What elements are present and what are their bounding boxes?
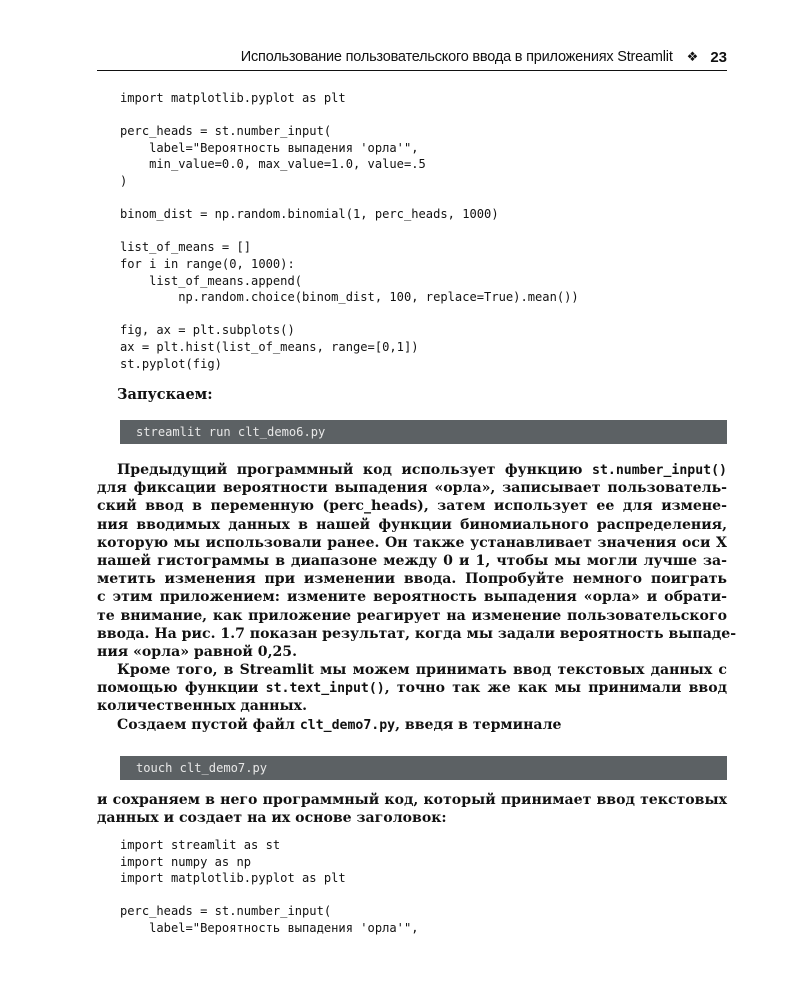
text-line: нашей гистограммы в диапазоне между 0 и 1, чтобы мы могли лучше за- <box>97 552 727 569</box>
code-line <box>120 306 579 323</box>
inline-code: st.text_input() <box>265 681 385 697</box>
inline-code: st.number_input() <box>592 463 727 478</box>
text-fragment: помощью функции <box>97 680 266 697</box>
terminal-command-1: streamlit run clt_demo6.py <box>120 420 727 444</box>
text-fragment: , точно так же как мы принимали ввод <box>384 680 727 697</box>
text-line: для фиксации вероятности выпадения «орла», записывает пользователь- <box>97 480 727 497</box>
text-line: ния вводимых данных в нашей функции биномиального распределения, <box>97 516 727 533</box>
text-line <box>97 461 727 479</box>
text-line: которую мы использовали ранее. Он также устанавливает значения оси X <box>97 534 727 551</box>
code-line: perc_heads = st.number_input( <box>120 904 332 919</box>
text-line: ввода. На рис. 1.7 показан результат, когда мы задали вероятность выпаде- <box>97 625 737 642</box>
paragraph-2 <box>97 661 727 716</box>
code-line: ax = plt.hist(list_of_means, range=[0,1]) <box>120 339 419 354</box>
diamond-ornament-icon: ❖ <box>686 49 699 64</box>
text-line: данных и создает на их основе заголовок: <box>97 810 447 827</box>
code-line: perc_heads = st.number_input( <box>120 124 332 139</box>
code-line: min_value=0.0, max_value=1.0, value=.5 <box>120 157 426 172</box>
inline-code: clt_demo7.py <box>299 718 396 733</box>
code-line: for i in range(0, 1000): <box>120 256 295 271</box>
code-line: ) <box>120 173 128 188</box>
text-fragment: Предыдущий программный код использует функцию <box>117 462 593 478</box>
page-number: 23 <box>710 48 727 66</box>
text-fragment: , введя в терминале <box>395 717 562 733</box>
code-block-2 <box>120 837 419 937</box>
text-line <box>97 679 727 697</box>
code-line: import matplotlib.pyplot as plt <box>120 871 346 886</box>
code-line <box>120 887 419 904</box>
text-line: те внимание, как приложение реагирует на изменение пользовательского <box>97 607 727 624</box>
code-line <box>120 107 579 124</box>
code-line: label="Вероятность выпадения 'орла'", <box>120 140 419 155</box>
paragraph-4 <box>97 791 727 827</box>
code-line <box>120 223 579 240</box>
code-line: import numpy as np <box>120 854 252 869</box>
code-line: import matplotlib.pyplot as plt <box>120 91 346 105</box>
text-line: метить изменения при изменении ввода. Попробуйте немного поиграть <box>97 571 727 588</box>
terminal-command-2: touch clt_demo7.py <box>120 756 727 780</box>
text-line: и сохраняем в него программный код, который принимает ввод текстовых <box>97 792 727 808</box>
code-line: import streamlit as st <box>120 838 281 852</box>
code-line: list_of_means.append( <box>120 273 303 288</box>
code-line: binom_dist = np.random.binomial(1, perc_heads, 1000) <box>120 207 499 222</box>
code-line: st.pyplot(fig) <box>120 356 222 371</box>
text-line: ния «орла» равной 0,25. <box>97 643 298 660</box>
running-header <box>97 44 727 71</box>
text-line: количественных данных. <box>97 698 307 715</box>
code-block-1 <box>120 90 579 372</box>
text-line: Кроме того, в Streamlit мы можем принимать ввод текстовых данных с <box>117 662 727 678</box>
code-line: list_of_means = [] <box>120 240 252 255</box>
text-line <box>97 716 727 734</box>
text-line: ский ввод в переменную (perc_heads), затем использует ее для измене- <box>97 498 727 515</box>
header-title: Использование пользовательского ввода в приложениях Streamlit <box>240 49 673 65</box>
code-line: np.random.choice(binom_dist, 100, replace=True).mean()) <box>120 290 579 305</box>
paragraph-3 <box>97 716 727 734</box>
code-line <box>120 190 579 207</box>
paragraph-1 <box>97 461 737 661</box>
run-label: Запускаем: <box>117 386 213 403</box>
text-fragment: Создаем пустой файл <box>117 717 300 733</box>
code-line: fig, ax = plt.subplots() <box>120 323 295 338</box>
text-line: с этим приложением: измените вероятность выпадения «орла» и обрати- <box>97 589 727 606</box>
code-line: label="Вероятность выпадения 'орла'", <box>120 920 419 935</box>
